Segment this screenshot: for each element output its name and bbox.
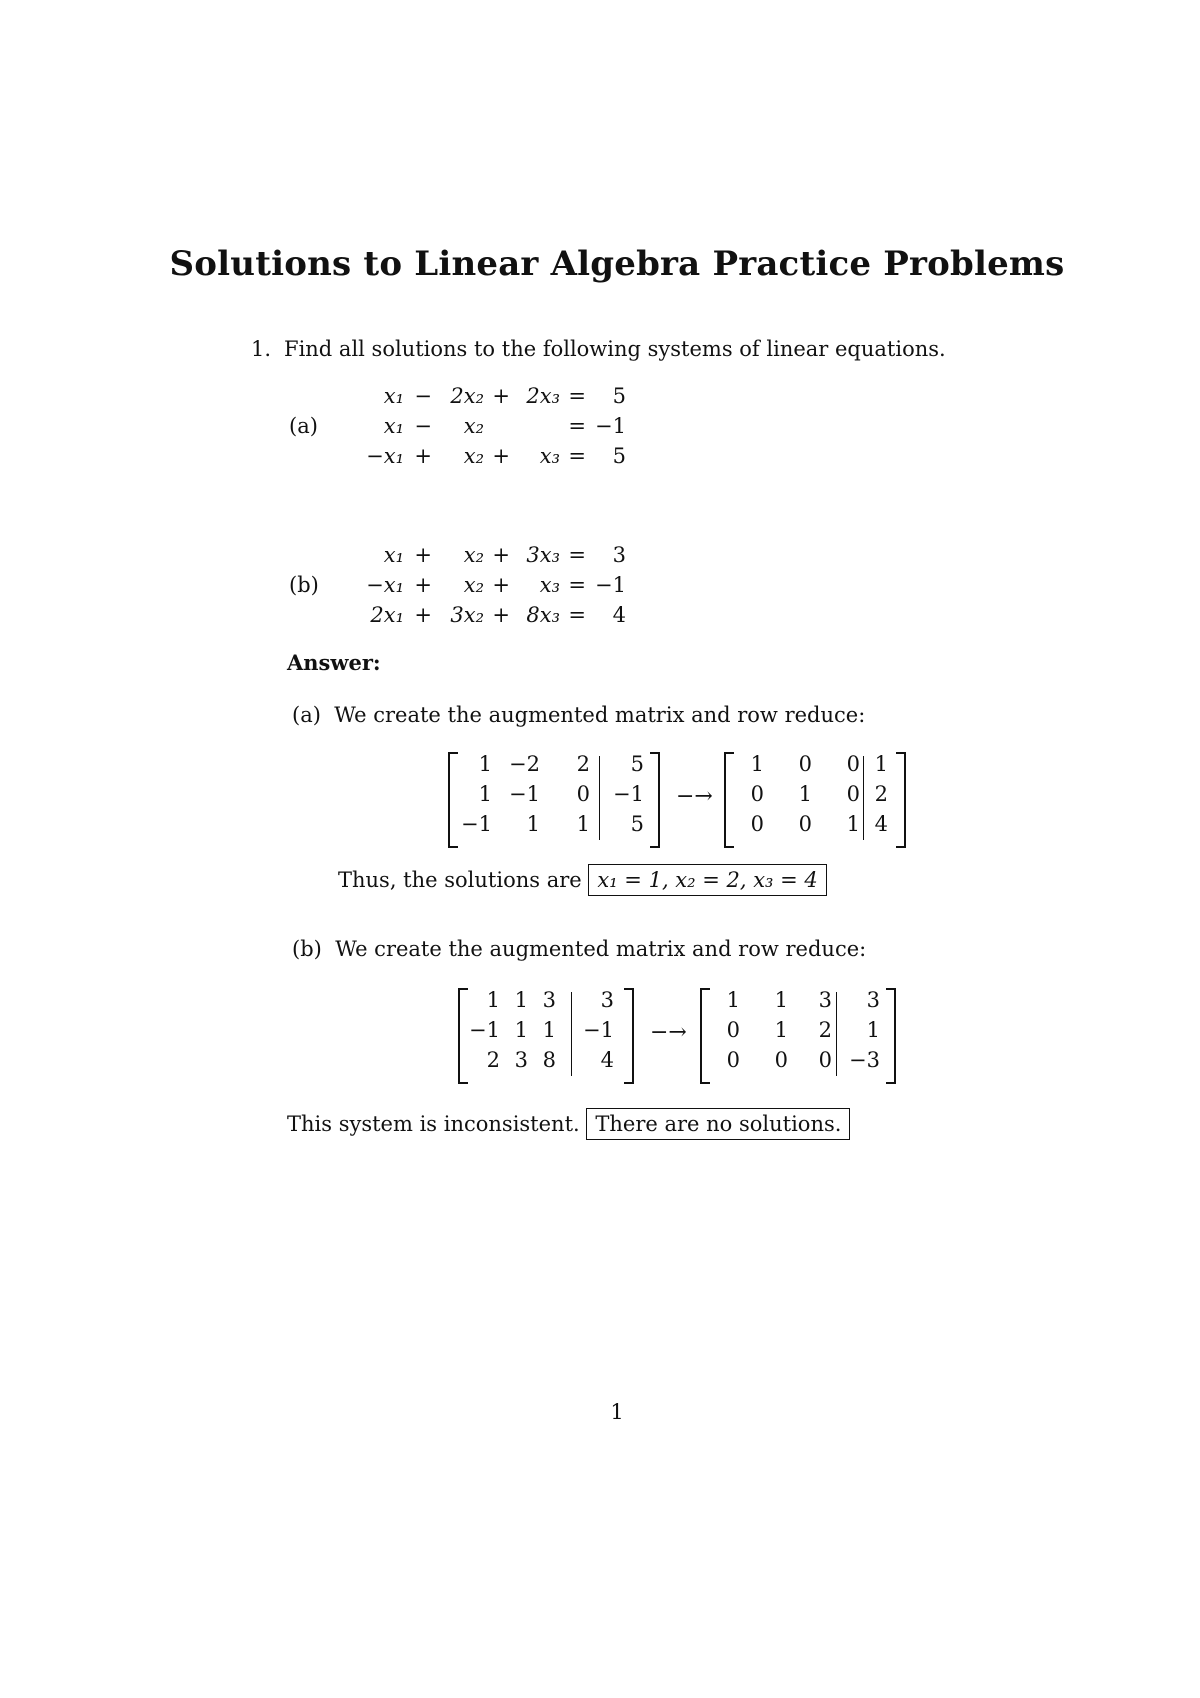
matrix-cell: 0 — [726, 1018, 740, 1042]
part-a-right-matrix — [724, 752, 906, 844]
augment-bar — [599, 756, 600, 840]
matrix-cell: −1 — [461, 812, 492, 836]
problem-number: 1. — [251, 337, 272, 361]
matrix-cell: −1 — [509, 782, 540, 806]
page-title: Solutions to Linear Algebra Practice Problems — [169, 244, 1065, 284]
part-b-label: (b) — [292, 937, 322, 961]
matrix-cell: 3 — [818, 988, 832, 1012]
matrix-cell: 0 — [846, 752, 860, 776]
matrix-cell: −2 — [509, 752, 540, 776]
matrix-cell: 1 — [846, 812, 860, 836]
matrix-cell: 1 — [798, 782, 812, 806]
matrix-cell: −1 — [583, 1018, 614, 1042]
matrix-cell: 8 — [542, 1048, 556, 1072]
matrix-cell: 4 — [600, 1048, 614, 1072]
matrix-cell: 1 — [774, 1018, 788, 1042]
matrix-cell: 1 — [866, 1018, 880, 1042]
matrix-cell: 2 — [874, 782, 888, 806]
matrix-cell: 4 — [874, 812, 888, 836]
part-b-intro — [292, 937, 866, 961]
augment-bar — [836, 992, 837, 1076]
matrix-cell: 2 — [818, 1018, 832, 1042]
matrix-cell: 3 — [542, 988, 556, 1012]
matrix-cell: −1 — [613, 782, 644, 806]
matrix-cell: 1 — [514, 988, 528, 1012]
matrix-cell: 1 — [526, 812, 540, 836]
part-b-conclusion — [287, 1112, 850, 1136]
part-b-matrices — [458, 988, 898, 1080]
matrix-cell: 1 — [726, 988, 740, 1012]
part-a-boxed-solution: x₁ = 1, x₂ = 2, x₃ = 4 — [588, 864, 826, 896]
matrix-cell: 2 — [486, 1048, 500, 1072]
matrix-cell: 1 — [576, 812, 590, 836]
problem-statement — [251, 337, 946, 361]
right-bracket — [886, 988, 896, 1084]
matrix-cell: 3 — [866, 988, 880, 1012]
matrix-cell: −1 — [469, 1018, 500, 1042]
matrix-cell: 3 — [514, 1048, 528, 1072]
matrix-cell: 5 — [630, 752, 644, 776]
page-number: 1 — [610, 1400, 624, 1424]
part-b-intro-text: We create the augmented matrix and row reduce: — [335, 937, 867, 961]
matrix-cell: 5 — [630, 812, 644, 836]
matrix-cell: 0 — [726, 1048, 740, 1072]
system-b: (b) x₁ + x₂ + 3x₃ = 3 −x₁ + x₂ + x₃ = −1 2x₁ + 3x₂ + 8x₃ = 4 — [289, 543, 626, 627]
part-a-intro — [292, 703, 865, 727]
part-a-conclusion-text: Thus, the solutions are — [338, 868, 582, 892]
answer-heading: Answer: — [287, 650, 381, 675]
part-a-label: (a) — [292, 703, 321, 727]
part-b-conclusion-text: This system is inconsistent. — [287, 1112, 580, 1136]
part-a-intro-text: We create the augmented matrix and row reduce: — [334, 703, 866, 727]
matrix-cell: 1 — [486, 988, 500, 1012]
matrix-cell: 0 — [750, 812, 764, 836]
matrix-cell: 1 — [750, 752, 764, 776]
matrix-cell: 0 — [774, 1048, 788, 1072]
matrix-cell: 0 — [798, 812, 812, 836]
right-bracket — [896, 752, 906, 848]
part-a-conclusion — [338, 868, 827, 892]
matrix-cell: 0 — [818, 1048, 832, 1072]
part-b-right-matrix — [700, 988, 896, 1080]
right-bracket — [624, 988, 634, 1084]
matrix-cell: 1 — [478, 752, 492, 776]
part-b-boxed-solution: There are no solutions. — [586, 1108, 850, 1140]
part-a-left-matrix — [448, 752, 660, 844]
matrix-cell: 0 — [798, 752, 812, 776]
part-b-left-matrix — [458, 988, 634, 1080]
matrix-cell: 0 — [576, 782, 590, 806]
part-a-matrices — [448, 752, 908, 844]
system-a-label: (a) — [289, 414, 318, 438]
row-reduce-arrow: −→ — [676, 784, 713, 809]
matrix-cell: 1 — [774, 988, 788, 1012]
matrix-cell: 0 — [750, 782, 764, 806]
matrix-cell: 0 — [846, 782, 860, 806]
matrix-cell: 1 — [874, 752, 888, 776]
system-b-label: (b) — [289, 573, 319, 597]
augment-bar — [571, 992, 572, 1076]
problem-text: Find all solutions to the following systems of linear equations. — [284, 337, 946, 361]
matrix-cell: 2 — [576, 752, 590, 776]
system-a: (a) x₁ − 2x₂ + 2x₃ = 5 x₁ − x₂ = −1 −x₁ + x₂ + x₃ = 5 — [289, 384, 626, 468]
matrix-cell: 1 — [514, 1018, 528, 1042]
right-bracket — [650, 752, 660, 848]
row-reduce-arrow: −→ — [650, 1020, 687, 1045]
matrix-cell: 1 — [478, 782, 492, 806]
matrix-cell: 3 — [600, 988, 614, 1012]
matrix-cell: −3 — [849, 1048, 880, 1072]
matrix-cell: 1 — [542, 1018, 556, 1042]
